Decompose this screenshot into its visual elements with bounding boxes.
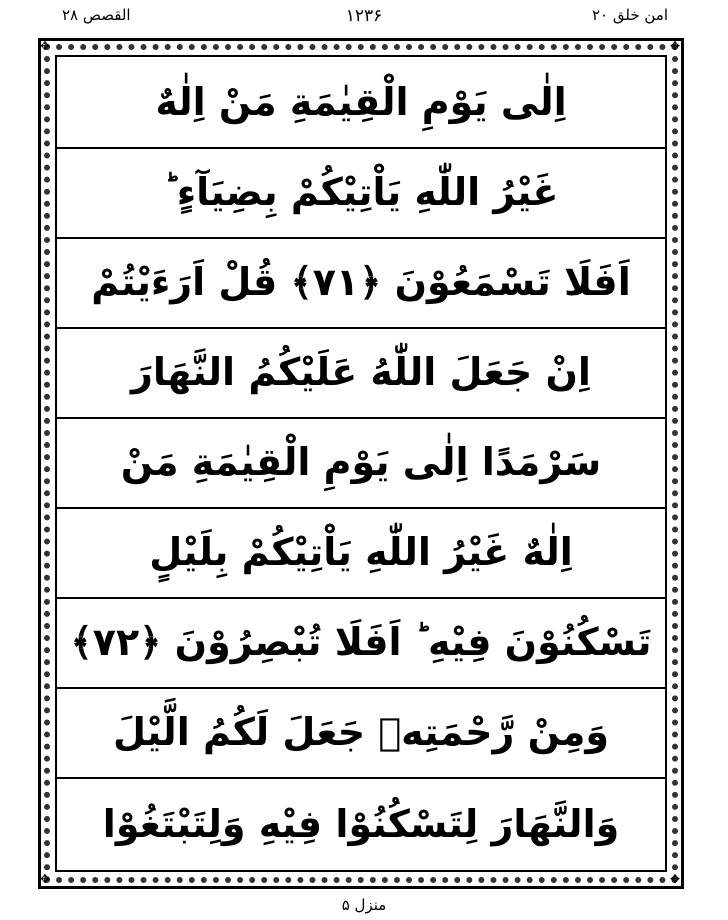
text-line: اِنْ جَعَلَ اللّٰهُ عَلَيْكُمُ النَّهَارَ — [131, 350, 591, 394]
corner-ornament-icon: ✥ — [670, 39, 681, 53]
text-line: اِلٰى يَوْمِ الْقِيٰمَةِ مَنْ اِلٰهٌ — [155, 80, 567, 124]
text-line: اِلٰهٌ غَيْرُ اللّٰهِ يَاْتِيْكُمْ بِلَيْلٍ — [149, 530, 573, 574]
page-number: ۱۲۳۶ — [345, 6, 383, 26]
manzil-footer: منزل ۵ — [341, 896, 387, 914]
page-header-right: امن خلق ۲۰ — [591, 6, 668, 24]
corner-ornament-icon: ✥ — [40, 872, 51, 886]
text-block — [57, 57, 665, 870]
text-line: وَمِنْ رَّحْمَتِهٖ جَعَلَ لَكُمُ الَّيْلَ — [113, 710, 610, 754]
page-header-left: القصص ۲۸ — [62, 6, 131, 24]
text-line: وَالنَّهَارَ لِتَسْكُنُوْا فِيْهِ وَلِتَبْتَغُوْا — [102, 801, 620, 846]
corner-ornament-icon: ✥ — [670, 872, 681, 886]
text-line: اَفَلَا تَسْمَعُوْنَ ﴿۷۱﴾ قُلْ اَرَءَيْتُمْ — [91, 260, 631, 304]
text-line: تَسْكُنُوْنَ فِيْهِ ؕ اَفَلَا تُبْصِرُوْنَ ﴿۷۲﴾ — [70, 620, 652, 664]
text-line: سَرْمَدًا اِلٰى يَوْمِ الْقِيٰمَةِ مَنْ — [120, 440, 602, 484]
corner-ornament-icon: ✥ — [40, 39, 51, 53]
text-line: غَيْرُ اللّٰهِ يَاْتِيْكُمْ بِضِيَآءٍ ؕ — [163, 170, 559, 214]
